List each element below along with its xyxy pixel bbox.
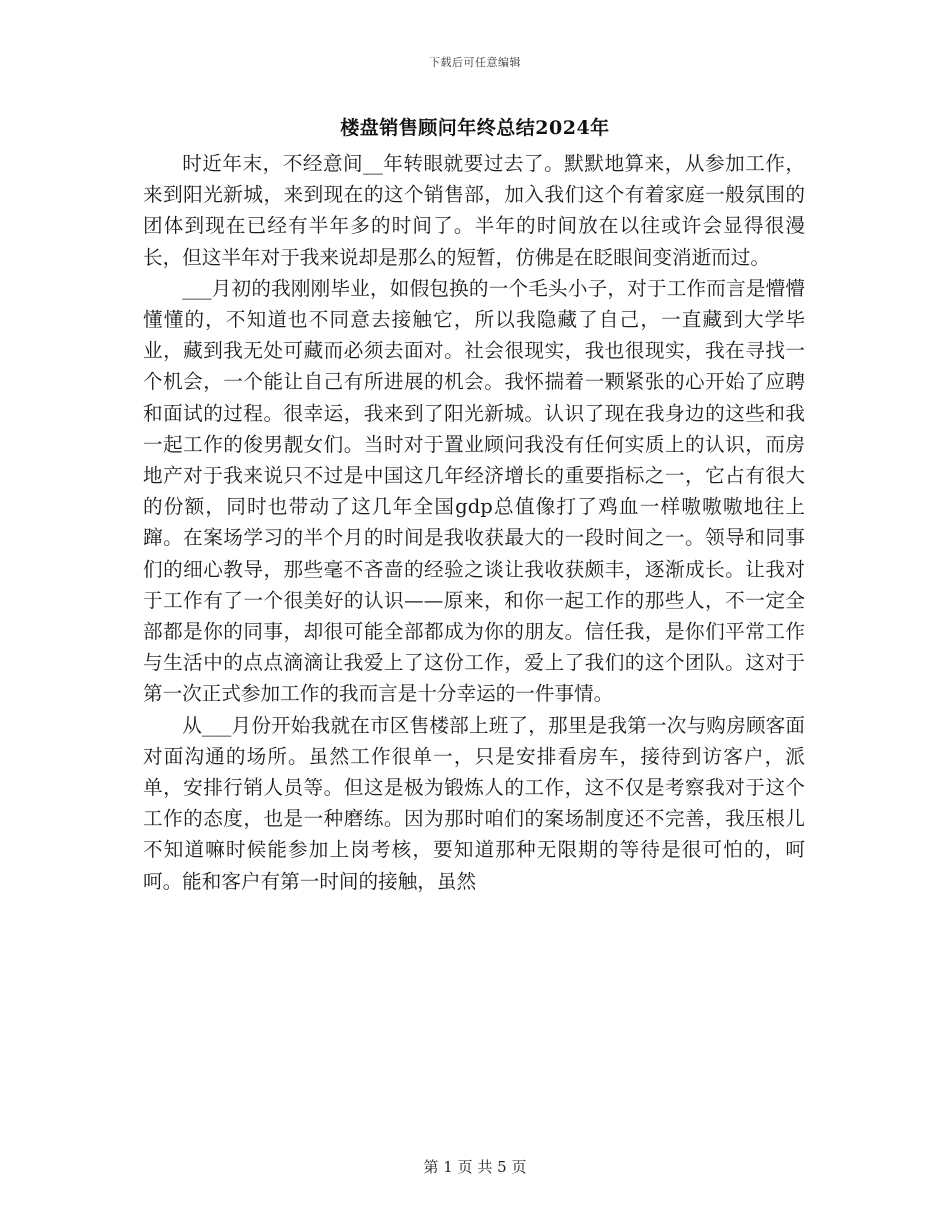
paragraph-intro: 时近年末，不经意间__年转眼就要过去了。默默地算来，从参加工作，来到阳光新城，来到现在的这个销售部，加入我们这个有着家庭一般氛围的团体到现在已经有半年多的时间了。半年的时间放在以往或许会显得很漫长，但这半年对于我来说却是那么的短暂，仿佛是在眨眼间变消逝而过。 <box>143 152 805 269</box>
paragraph-sales-office: 从___月份开始我就在市区售楼部上班了，那里是我第一次与购房顾客面对面沟通的场所。虽然工作很单一，只是安排看房车，接待到访客户，派单，安排行销人员等。但这是极为锻炼人的工作，这不仅是考察我对于这个工作的态度，也是一种磨练。因为那时咱们的案场制度还不完善，我压根儿不知道嘛时候能参加上岗考核，要知道那种无限期的等待是很可怕的，呵呵。能和客户有第一时间的接触，虽然 <box>143 713 805 893</box>
document-title: 楼盘销售顾问年终总结2024年 <box>340 117 610 139</box>
header-note: 下载后可任意编辑 <box>429 56 521 69</box>
document-body <box>143 148 805 897</box>
page-number: 第 1 页 共 5 页 <box>423 1158 527 1176</box>
paragraph-graduation: ___月初的我刚刚毕业，如假包换的一个毛头小子，对于工作而言是懵懵懂懂的，不知道也不同意去接触它，所以我隐藏了自己，一直藏到大学毕业，藏到我无处可藏而必须去面对。社会很现实，我也很现实，我在寻找一个机会，一个能让自己有所进展的机会。我怀揣着一颗紧张的心开始了应聘和面试的过程。很幸运，我来到了阳光新城。认识了现在我身边的这些和我一起工作的俊男靓女们。当时对于置业顾问我没有任何实质上的认识，而房地产对于我来说只不过是中国这几年经济增长的重要指标之一，它占有很大的份额，同时也带动了这几年全国gdp总值像打了鸡血一样嗷嗷嗷地往上蹿。在案场学习的半个月的时间是我收获最大的一段时间之一。领导和同事们的细心教导，那些毫不吝啬的经验之谈让我收获颇丰，逐渐成长。让我对于工作有了一个很美好的认识——原来，和你一起工作的那些人，不一定全部都是你的同事，却很可能全部都成为你的朋友。信任我，是你们平常工作与生活中的点点滴滴让我爱上了这份工作，爱上了我们的这个团队。这对于第一次正式参加工作的我而言是十分幸运的一件事情。 <box>143 276 805 706</box>
